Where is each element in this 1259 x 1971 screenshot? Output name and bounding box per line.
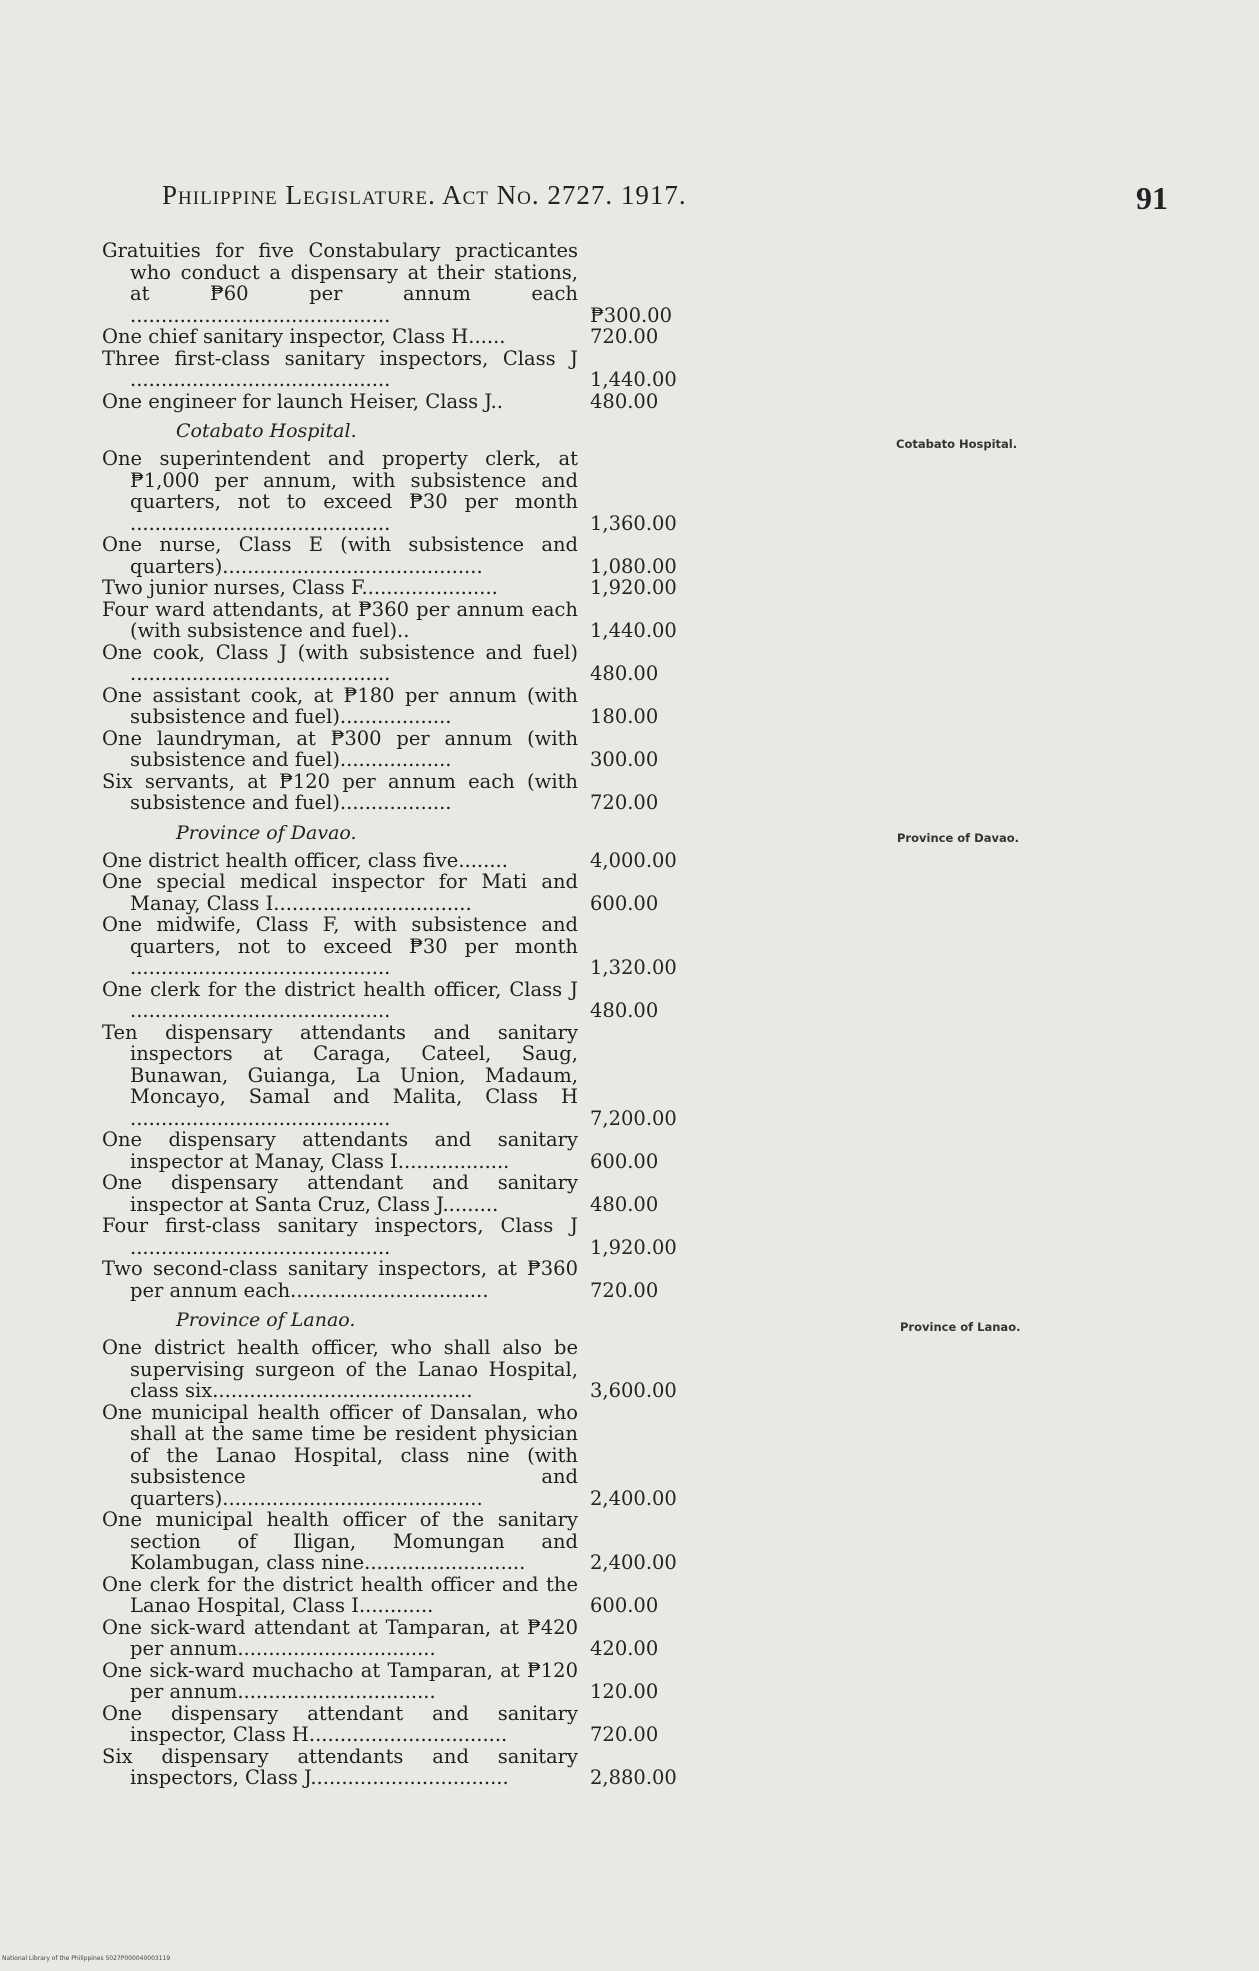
group-province-davao — [102, 822, 702, 1302]
list-item — [102, 1660, 702, 1703]
list-item — [102, 1509, 702, 1574]
item-amount: 720.00 — [590, 791, 659, 814]
list-item — [102, 685, 702, 728]
sidenote-cotabato-hospital: Cotabato Hospital. — [896, 437, 1018, 451]
item-amount: 600.00 — [590, 891, 659, 915]
item-amount: 1,080.00 — [590, 554, 677, 578]
item-text: One municipal health officer of the sanitary section of Iligan, Momungan and Kolambugan, class nine.......................... — [102, 1508, 578, 1574]
item-amount: 1,440.00 — [590, 368, 677, 391]
list-item — [102, 642, 702, 685]
item-amount: 600.00 — [590, 1149, 659, 1173]
list-item — [102, 240, 702, 326]
item-text: One district health officer, who shall also be supervising surgeon of the Lanao Hospital, class six.......................................... — [102, 1336, 578, 1402]
group-cotabato-hospital — [102, 420, 702, 814]
list-item — [102, 599, 702, 642]
item-text: Gratuities for five Constabulary practicantes who conduct a dispensary at their stations, at ₱60 per annum each .......................................... — [102, 239, 578, 327]
list-item — [102, 1129, 702, 1172]
item-amount: 7,200.00 — [590, 1106, 677, 1130]
list-item — [102, 1574, 702, 1617]
item-amount: 1,440.00 — [590, 619, 677, 642]
list-item — [102, 850, 702, 872]
item-amount: 2,400.00 — [590, 1486, 677, 1510]
list-item — [102, 1703, 702, 1746]
list-item — [102, 326, 702, 348]
item-text: One municipal health officer of Dansalan, who shall at the same time be resident physician of the Lanao Hospital, class nine (with subsistence and quarters).......................................... — [102, 1400, 578, 1510]
item-amount: 480.00 — [590, 389, 659, 413]
item-text: One dispensary attendant and sanitary inspector at Santa Cruz, Class J......... — [102, 1171, 578, 1216]
item-amount: 720.00 — [590, 1278, 659, 1302]
item-text: Four first-class sanitary inspectors, Class J .......................................... — [102, 1214, 578, 1259]
section-heading: Cotabato Hospital. — [176, 420, 357, 442]
item-text: Two junior nurses, Class F...................... — [102, 576, 498, 599]
item-amount: 3,600.00 — [590, 1379, 677, 1402]
item-text: One chief sanitary inspector, Class H...... — [102, 325, 506, 348]
section-heading: Province of Lanao. — [176, 1309, 356, 1331]
item-text: One special medical inspector for Mati and Manay, Class I................................ — [102, 870, 578, 915]
item-text: One clerk for the district health officer, Class J .......................................... — [102, 977, 578, 1022]
item-amount: 600.00 — [590, 1594, 659, 1617]
page-header-title: Philippine Legislature. Act No. 2727. 1917. — [162, 180, 687, 210]
item-text: Six dispensary attendants and sanitary inspectors, Class J................................ — [102, 1744, 578, 1789]
item-amount: 480.00 — [590, 1192, 659, 1216]
sidenote-province-davao: Province of Davao. — [897, 831, 1019, 845]
list-item — [102, 771, 702, 814]
list-item — [102, 1617, 702, 1660]
list-item — [102, 914, 702, 979]
list-item — [102, 1337, 702, 1402]
scan-footer-tag: National Library of the Philippines 5027P000040003119 — [2, 1955, 171, 1962]
item-text: One superintendent and property clerk, at ₱1,000 per annum, with subsistence and quarters, not to exceed ₱30 per month .......................................... — [102, 447, 578, 535]
list-item — [102, 1258, 702, 1301]
item-text: One midwife, Class F, with subsistence and quarters, not to exceed ₱30 per month .......................................... — [102, 913, 578, 979]
list-item — [102, 728, 702, 771]
item-amount: 2,880.00 — [590, 1766, 677, 1789]
item-text: One clerk for the district health officer and the Lanao Hospital, Class I............ — [102, 1572, 578, 1617]
item-text: One district health officer, class five........ — [102, 848, 508, 872]
item-text: Two second-class sanitary inspectors, at ₱360 per annum each................................ — [102, 1257, 578, 1302]
item-amount: 1,360.00 — [590, 511, 677, 535]
item-text: One sick-ward muchacho at Tamparan, at ₱120 per annum................................ — [102, 1658, 578, 1703]
item-amount: 4,000.00 — [590, 848, 677, 872]
item-text: One engineer for launch Heiser, Class J.. — [102, 389, 503, 413]
item-amount: 120.00 — [590, 1680, 659, 1703]
list-item — [102, 979, 702, 1022]
item-text: One dispensary attendants and sanitary inspector at Manay, Class I.................. — [102, 1128, 578, 1173]
list-item — [102, 871, 702, 914]
item-amount: 300.00 — [590, 748, 659, 771]
item-text: One dispensary attendant and sanitary inspector, Class H................................ — [102, 1701, 578, 1746]
list-item — [102, 1022, 702, 1130]
list-item — [102, 1172, 702, 1215]
list-item — [102, 391, 702, 413]
list-item — [102, 534, 702, 577]
group-province-lanao — [102, 1309, 702, 1789]
item-text: One cook, Class J (with subsistence and fuel) .......................................... — [102, 640, 578, 685]
list-item — [102, 348, 702, 391]
group-general — [102, 240, 702, 412]
item-text: One sick-ward attendant at Tamparan, at ₱420 per annum................................ — [102, 1615, 578, 1660]
item-text: Ten dispensary attendants and sanitary inspectors at Caraga, Cateel, Saug, Bunawan, Guianga, La Union, Madaum, Moncayo, Samal and Malita, Class H .......................................... — [102, 1020, 578, 1130]
item-amount: 2,400.00 — [590, 1551, 677, 1574]
item-text: One assistant cook, at ₱180 per annum (with subsistence and fuel).................. — [102, 683, 578, 728]
item-text: One nurse, Class E (with subsistence and quarters).......................................... — [102, 533, 578, 578]
item-amount: 1,920.00 — [590, 1235, 677, 1259]
list-item — [102, 448, 702, 534]
item-amount: 720.00 — [590, 325, 659, 348]
section-heading: Province of Davao. — [176, 821, 357, 844]
list-item — [102, 1215, 702, 1258]
appropriation-list — [102, 240, 702, 1789]
list-item — [102, 577, 702, 599]
item-amount: 1,320.00 — [590, 956, 677, 979]
item-amount: 1,920.00 — [590, 576, 677, 599]
item-text: Four ward attendants, at ₱360 per annum each (with subsistence and fuel).. — [102, 597, 578, 642]
item-text: One laundryman, at ₱300 per annum (with subsistence and fuel).................. — [102, 726, 578, 771]
item-text: Three first-class sanitary inspectors, Class J .......................................... — [102, 346, 578, 391]
item-amount: 180.00 — [590, 705, 659, 728]
sidenote-province-lanao: Province of Lanao. — [900, 1320, 1021, 1334]
item-amount: 720.00 — [590, 1723, 659, 1746]
item-text: Six servants, at ₱120 per annum each (with subsistence and fuel).................. — [102, 769, 578, 814]
item-amount: ₱300.00 — [590, 303, 672, 327]
list-item — [102, 1746, 702, 1789]
list-item — [102, 1402, 702, 1510]
item-amount: 420.00 — [590, 1637, 659, 1660]
item-amount: 480.00 — [590, 662, 659, 685]
item-amount: 480.00 — [590, 999, 659, 1022]
page-number: 91 — [1136, 180, 1168, 216]
